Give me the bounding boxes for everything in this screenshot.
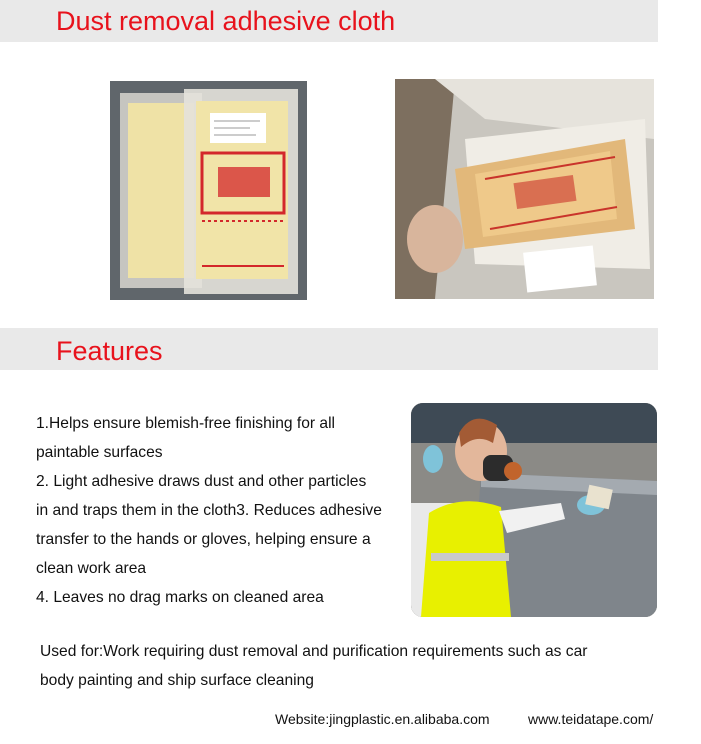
- used-for-line: Used for:Work requiring dust removal and purification requirements such as car: [40, 643, 588, 660]
- feature-line: transfer to the hands or gloves, helping ensure a: [36, 531, 371, 548]
- feature-line: 4. Leaves no drag marks on cleaned area: [36, 589, 324, 606]
- used-for-line: body painting and ship surface cleaning: [40, 672, 314, 689]
- title-band: [0, 0, 658, 42]
- used-for-text: [40, 637, 670, 695]
- features-list: [36, 409, 411, 612]
- page-title: Dust removal adhesive cloth: [56, 6, 396, 36]
- feature-line: paintable surfaces: [36, 444, 163, 461]
- feature-line: in and traps them in the cloth3. Reduces adhesive: [36, 502, 382, 519]
- worker-wiping-surface-image: [411, 403, 657, 617]
- packaged-tack-cloth-image: [110, 81, 307, 300]
- feature-line: 2. Light adhesive draws dust and other particles: [36, 473, 367, 490]
- website-text: Website:jingplastic.en.alibaba.com: [275, 711, 490, 727]
- url-text: www.teidatape.com/: [528, 711, 654, 727]
- tack-cloth-box-image: [395, 79, 654, 299]
- features-title: Features: [56, 336, 163, 366]
- features-band: [0, 328, 658, 370]
- feature-line: clean work area: [36, 560, 147, 577]
- feature-line: 1.Helps ensure blemish-free finishing for all: [36, 415, 336, 432]
